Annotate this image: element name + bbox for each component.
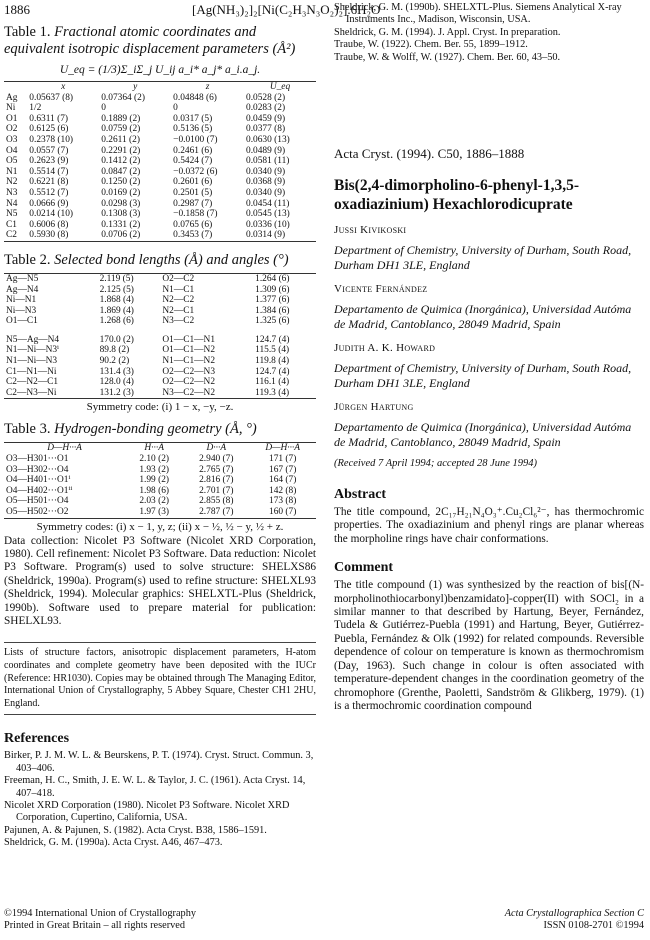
table-cell: O4—H401···O1ⁱ — [6, 475, 71, 486]
author-name: Jussi Kivikoski — [334, 224, 407, 237]
table-cell: 0.0706 (2) — [101, 230, 141, 241]
data-collection-paragraph: Data collection: Nicolet P3 Software (Nicolet XRD Corporation, 1980). Cell refinement: Nicolet P3 Software. Data reduction: Nicolet P3 Software. Program(s) used to solve structure: SHELXS86 (Sheldrick, 1990a). Program(s) used to refine structure: SHELXL93 (Sheldrick, 1994). Molecular graphics: SHELXTL-Plus (Sheldrick, 1990b). Software used to prepare material for publication: SHELXL93. — [4, 534, 316, 628]
author-affiliation: Departamento de Quimica (Inorgánica), Universidad Autóma de Madrid, Cantoblanco, 28049 Madrid, Spain — [334, 420, 632, 450]
comment-text: The title compound (1) was synthesized by the reaction of bis[(N-morpholinothiocarbonyl)benzamidato]-copper(II) with SOCl₂ in a similar manner to that described by Hartung, Beyer, Fernández, Tudela & Gutiérrez-Puebla (1991) and Hartung, Beyer, Gutiérrez-Puebla, Fernández & Olk (1992) for related compounds. Reversible dependence of colour on temperature is known as thermochromism (Day, 1963). Such change in colour is often associated with temperature-dependent changes in the coordination geometry of the chromophore (Grenthe, Paoletti, Sandström & Glikberg, 1979). (1) is a thermochromic coordination compound — [334, 579, 644, 712]
table-cell: 0.6221 (8) — [29, 177, 69, 188]
running-title: [Ag(NH₃)₂]₂[Ni(C₂H₃N₃O₂)₂].6H₂O — [192, 2, 381, 17]
table-row — [4, 135, 316, 146]
table1-header: U_eq — [269, 82, 291, 92]
table3-symmetry: Symmetry codes: (i) x − 1, y, z; (ii) x − ½, ½ − y, ½ + z. — [36, 520, 284, 533]
table-cell: −0.0100 (7) — [173, 134, 218, 145]
author-name: Judith A. K. Howard — [334, 342, 436, 355]
right-column — [334, 2, 644, 713]
table-cell: 0 — [173, 103, 178, 114]
table-cell: 0.0454 (11) — [246, 198, 290, 209]
table-cell: 0.5930 (8) — [29, 230, 69, 241]
table-cell: 0.2623 (9) — [29, 156, 69, 167]
table-cell: 116.1 (4) — [255, 377, 290, 388]
table-cell: 2.940 (7) — [199, 454, 234, 465]
table-row — [4, 177, 316, 188]
table-cell: N3—C2—N2 — [162, 387, 216, 398]
table-cell: 1/2 — [29, 103, 42, 114]
table-cell: 0.2611 (2) — [101, 134, 140, 145]
table-cell: Ni—N3 — [6, 305, 37, 316]
table-row — [4, 273, 316, 284]
table-row — [4, 209, 316, 220]
table-cell: C1—N1—Ni — [6, 366, 57, 377]
reference-item: Nicolet XRD Corporation (1980). Nicolet P3 Software. Nicolet XRD Corporation, Cupertino, California, USA. — [4, 800, 290, 824]
author-affiliation: Department of Chemistry, University of Durham, South Road, Durham DH1 3LE, England — [334, 361, 632, 391]
table-row — [4, 114, 316, 125]
table-cell: Ni—N1 — [6, 295, 37, 306]
table-cell: 0.0298 (3) — [101, 198, 141, 209]
table3-header: H···A — [144, 443, 164, 454]
author-affiliation: Department of Chemistry, University of Durham, South Road, Durham DH1 3LE, England — [334, 243, 632, 273]
table2 — [4, 273, 316, 400]
table-cell: O2—C2 — [162, 273, 195, 284]
table-cell: N1 — [6, 166, 18, 177]
reference-item: Freeman, H. C., Smith, J. E. W. L. & Taylor, J. C. (1961). Acta Cryst. 14, 407–418. — [4, 775, 306, 799]
table-cell: 0.0545 (13) — [246, 209, 290, 220]
table-cell: 2.855 (8) — [199, 496, 234, 507]
table-cell: 0.0314 (9) — [246, 230, 286, 241]
table-cell: 0.0283 (2) — [246, 103, 286, 114]
page-number: 1886 — [4, 2, 30, 17]
table-cell: 89.8 (2) — [99, 345, 130, 356]
table-cell: 2.816 (7) — [199, 475, 234, 486]
table-row — [4, 335, 316, 346]
journal-reference: Acta Cryst. (1994). C50, 1886–1888 — [334, 146, 525, 162]
table-cell: 0.0630 (13) — [246, 134, 290, 145]
table-cell: 0.0666 (9) — [29, 198, 69, 209]
table-cell: 2.10 (2) — [139, 454, 170, 465]
table-cell: N5 — [6, 209, 18, 220]
table-cell: 0.2461 (6) — [173, 145, 213, 156]
table-cell: O2 — [6, 124, 18, 135]
table-cell: 0.5512 (7) — [29, 187, 69, 198]
table-cell: 0.5424 (7) — [173, 156, 213, 167]
table-cell: 0.0489 (9) — [246, 145, 286, 156]
table-cell: 173 (8) — [269, 496, 297, 507]
table-row — [4, 146, 316, 157]
table-row — [4, 295, 316, 306]
table-cell: 1.93 (2) — [139, 464, 170, 475]
table-row — [4, 496, 316, 507]
table-cell: O2—C2—N3 — [162, 366, 216, 377]
copyright-line: ©1994 International Union of Crystallography — [4, 908, 196, 919]
table-cell: 2.765 (7) — [199, 464, 234, 475]
table-cell: 1.268 (6) — [99, 316, 134, 327]
table-cell: 0.2601 (6) — [173, 177, 213, 188]
table-cell: 0.0581 (11) — [246, 156, 290, 167]
table-row — [4, 388, 316, 399]
table-cell: 0.6125 (6) — [29, 124, 69, 135]
table3-header: D—H···A — [265, 443, 300, 454]
table-cell: C1 — [6, 219, 17, 230]
table-row — [4, 475, 316, 486]
table-cell: N2 — [6, 177, 18, 188]
table-cell: N1—C1—N2 — [162, 356, 216, 367]
table-cell: O3 — [6, 134, 18, 145]
table-cell: N2—C2 — [162, 295, 195, 306]
table-cell: 171 (7) — [269, 454, 297, 465]
reference-item: Birker, P. J. M. W. L. & Beurskens, P. T. (1974). Cryst. Struct. Commun. 3, 403–406. — [4, 750, 314, 774]
table-cell: N5—Ag—N4 — [6, 334, 60, 345]
footer-left — [4, 908, 196, 933]
table1-formula: U_eq = (1/3)Σ_iΣ_j U_ij a_i* a_j* a_i.a_j. — [59, 64, 261, 76]
table3 — [4, 442, 316, 518]
table-row — [4, 93, 316, 104]
table-cell: 0.0340 (9) — [246, 166, 286, 177]
table-cell: 1.384 (6) — [255, 305, 290, 316]
table-cell: N3 — [6, 187, 18, 198]
table-cell: 2.119 (5) — [99, 273, 134, 284]
table-cell: 2.701 (7) — [199, 485, 234, 496]
table-cell: 0.04848 (6) — [173, 92, 217, 103]
journal-section: Acta Crystallographica Section C — [504, 908, 644, 919]
table-cell: 0.0169 (2) — [101, 187, 141, 198]
table-cell: O1—C1—N2 — [162, 345, 216, 356]
table-cell: 0.5514 (7) — [29, 166, 69, 177]
table-cell: 131.2 (3) — [99, 387, 134, 398]
table-cell: 0.0377 (8) — [246, 124, 286, 135]
author-list — [334, 224, 644, 450]
table-row — [4, 367, 316, 378]
spacer-cell — [4, 327, 316, 335]
received-date: (Received 7 April 1994; accepted 28 June 1994) — [334, 458, 538, 470]
table-row — [4, 465, 316, 476]
table-cell: C2—N2—C1 — [6, 377, 59, 388]
table-cell: 0.0759 (2) — [101, 124, 141, 135]
author-name: Jürgen Hartung — [334, 401, 414, 414]
table-cell: 119.3 (4) — [255, 387, 290, 398]
table-row — [4, 199, 316, 210]
table-cell: 0.07364 (2) — [101, 92, 145, 103]
table1 — [4, 81, 316, 242]
table-cell: N3—C2 — [162, 316, 195, 327]
table-cell: 0.1308 (3) — [101, 209, 141, 220]
printed-line: Printed in Great Britain – all rights reserved — [4, 920, 186, 932]
table-cell: 0.6311 (7) — [29, 113, 69, 124]
table-row — [4, 220, 316, 231]
table1-header: z — [205, 82, 210, 92]
table-cell: 0.1889 (2) — [101, 113, 141, 124]
table-cell: 2.787 (7) — [199, 507, 234, 517]
table-cell: 170.0 (2) — [99, 334, 134, 345]
table-cell: O2—C2—N2 — [162, 377, 216, 388]
references-list-right — [334, 2, 644, 64]
table-cell: Ag—N5 — [6, 273, 39, 284]
table3-header: D—H···A — [47, 443, 82, 454]
table-row — [4, 454, 316, 465]
table-row — [4, 306, 316, 317]
reference-item: Sheldrick, G. M. (1994). J. Appl. Cryst. In preparation. — [334, 26, 561, 38]
table-cell: 0.0368 (9) — [246, 177, 286, 188]
table3-caption: Table 3. Hydrogen-bonding geometry (Å, °) — [4, 421, 257, 438]
table-cell: O1—C1 — [6, 316, 38, 327]
table-cell: 0.6006 (8) — [29, 219, 69, 230]
table-row — [4, 188, 316, 199]
reference-item: Traube, W. (1922). Chem. Ber. 55, 1899–1912. — [334, 39, 528, 51]
table-cell: 1.868 (4) — [99, 295, 134, 306]
table-row — [4, 167, 316, 178]
table-cell: 0.0528 (2) — [246, 92, 286, 103]
table-cell: 2.03 (2) — [139, 496, 170, 507]
table-cell: 0.0765 (6) — [173, 219, 213, 230]
reference-item: Sheldrick, G. M. (1990b). SHELXTL-Plus. Siemens Analytical X-ray Instruments Inc., Madison, Wisconsin, USA. — [334, 2, 622, 26]
table-cell: 128.0 (4) — [99, 377, 134, 388]
table-cell: 142 (8) — [269, 485, 297, 496]
table-cell: 0.0336 (10) — [246, 219, 290, 230]
table-cell: O1 — [6, 113, 18, 124]
reference-item: Sheldrick, G. M. (1990a). Acta Cryst. A46, 467–473. — [4, 837, 223, 849]
table-cell: O1—C1—N1 — [162, 334, 216, 345]
table-cell: 0.1331 (2) — [101, 219, 141, 230]
table-row — [4, 285, 316, 296]
table-cell: O5 — [6, 156, 18, 167]
table-cell: 0.0459 (9) — [246, 113, 286, 124]
table-row — [4, 486, 316, 497]
table-row — [4, 316, 316, 327]
table-cell: 1.97 (3) — [139, 507, 170, 517]
table-cell: 0.0317 (5) — [173, 113, 213, 124]
table-row — [4, 124, 316, 135]
table-cell: 1.325 (6) — [255, 316, 290, 327]
table-cell: 124.7 (4) — [255, 366, 290, 377]
abstract-text: The title compound, 2C₁₇H₂₁N₄O₃⁺.Cu₂Cl₆²⁻, has thermochromic properties. The oxadiazinium and phenyl rings are planar whereas the morpholine rings have chair conformations. — [334, 506, 644, 545]
reference-item: Pajunen, A. & Pajunen, S. (1982). Acta Cryst. B38, 1586–1591. — [4, 824, 267, 836]
table-cell: Ag—N4 — [6, 284, 39, 295]
table1-header: x — [61, 82, 66, 92]
reference-item: Traube, W. & Wolff, W. (1927). Chem. Ber. 60, 43–50. — [334, 51, 561, 63]
table-cell: 1.309 (6) — [255, 284, 290, 295]
table-cell: −0.1858 (7) — [173, 209, 218, 220]
table-cell: 164 (7) — [269, 475, 297, 486]
issn-line: ISSN 0108-2701 ©1994 — [543, 920, 644, 932]
table-cell: Ni — [6, 103, 16, 114]
table-cell: C2 — [6, 230, 17, 241]
footer-right — [505, 908, 644, 933]
table-cell: Ag — [6, 92, 18, 103]
table-cell: 0.3453 (7) — [173, 230, 213, 241]
table-cell: 115.5 (4) — [255, 345, 290, 356]
table-cell: 0.1250 (2) — [101, 177, 141, 188]
article-title: Bis(2,4-dimorpholino-6-phenyl-1,3,5-oxadiazinium) Hexachlorodicuprate — [334, 177, 580, 214]
comment-heading: Comment — [334, 560, 394, 576]
table-cell: 124.7 (4) — [255, 334, 290, 345]
table-cell: 0.2291 (2) — [101, 145, 141, 156]
table-cell: N1—Ni—N3ⁱ — [6, 345, 59, 356]
table-cell: N1—Ni—N3 — [6, 356, 58, 367]
table-cell: N1—C1 — [162, 284, 195, 295]
author-affiliation: Departamento de Quimica (Inorgánica), Universidad Autóma de Madrid, Cantoblanco, 28049 Madrid, Spain — [334, 302, 632, 332]
table-cell: 0.2987 (7) — [173, 198, 213, 209]
table-cell: 1.99 (2) — [139, 475, 170, 486]
table-cell: 119.8 (4) — [255, 356, 290, 367]
table-cell: O5—H502···O2 — [6, 507, 69, 517]
references-list-left — [4, 750, 316, 849]
table-cell: 0.1412 (2) — [101, 156, 141, 167]
table-cell: 0.2501 (5) — [173, 187, 213, 198]
table-cell: 0.0340 (9) — [246, 187, 286, 198]
table-row — [4, 156, 316, 167]
table-cell: 0.0214 (10) — [29, 209, 74, 220]
table1-header: y — [133, 82, 138, 92]
table-row — [4, 507, 316, 518]
table3-header: D···A — [206, 443, 227, 454]
table-cell: 167 (7) — [269, 464, 297, 475]
references-heading: References — [4, 731, 70, 747]
abstract-heading: Abstract — [334, 487, 387, 503]
table-cell: 2.125 (5) — [99, 284, 134, 295]
table-cell: 1.377 (6) — [255, 295, 290, 306]
table-cell: 1.98 (6) — [139, 485, 170, 496]
table-row — [4, 103, 316, 114]
table-cell: 160 (7) — [269, 507, 297, 517]
table-cell: 0.0557 (7) — [29, 145, 69, 156]
table-row — [4, 345, 316, 356]
table1-caption: Table 1. Fractional atomic coordinates and equivalent isotropic displacement parameters (Å²) — [4, 24, 296, 57]
table-cell: 1.264 (6) — [255, 273, 290, 284]
table-cell: 90.2 (2) — [99, 356, 130, 367]
table-cell: N4 — [6, 198, 18, 209]
table-cell: 1.869 (4) — [99, 305, 134, 316]
table-cell: N2—C1 — [162, 305, 195, 316]
table-cell: O3—H301···O1 — [6, 454, 69, 465]
left-column — [4, 24, 316, 850]
table-cell: 131.4 (3) — [99, 366, 134, 377]
table1-header — [4, 82, 27, 93]
table-cell: 0.0847 (2) — [101, 166, 141, 177]
table-cell: 0.05637 (8) — [29, 92, 74, 103]
table-cell: O4 — [6, 145, 18, 156]
table-row — [4, 230, 316, 241]
author-name: Vicente Fernández — [334, 283, 428, 296]
table-cell: 0 — [101, 103, 106, 114]
table-cell: −0.0372 (6) — [173, 166, 218, 177]
table-cell: C2—N3—Ni — [6, 387, 57, 398]
table-row — [4, 356, 316, 367]
table-cell: 0.2378 (10) — [29, 134, 74, 145]
table2-symmetry: Symmetry code: (i) 1 − x, −y, −z. — [86, 401, 234, 414]
spacer-row — [4, 327, 316, 335]
table-cell: O4—H402···O1ⁱⁱ — [6, 485, 73, 496]
table2-caption: Table 2. Selected bond lengths (Å) and angles (°) — [4, 251, 289, 268]
table-row — [4, 377, 316, 388]
table-cell: O3—H302···O4 — [6, 464, 69, 475]
table-cell: 0.5136 (5) — [173, 124, 213, 135]
deposit-note: Lists of structure factors, anisotropic displacement parameters, H-atom coordinates and complete geometry have been deposited with the IUCr (Reference: HR1030). Copies may be obtained through The Managing Editor, International Union of Crystallography, 5 Abbey Square, Chester CH1 2HU, England. — [4, 642, 316, 715]
table-cell: O5—H501···O4 — [6, 496, 69, 507]
